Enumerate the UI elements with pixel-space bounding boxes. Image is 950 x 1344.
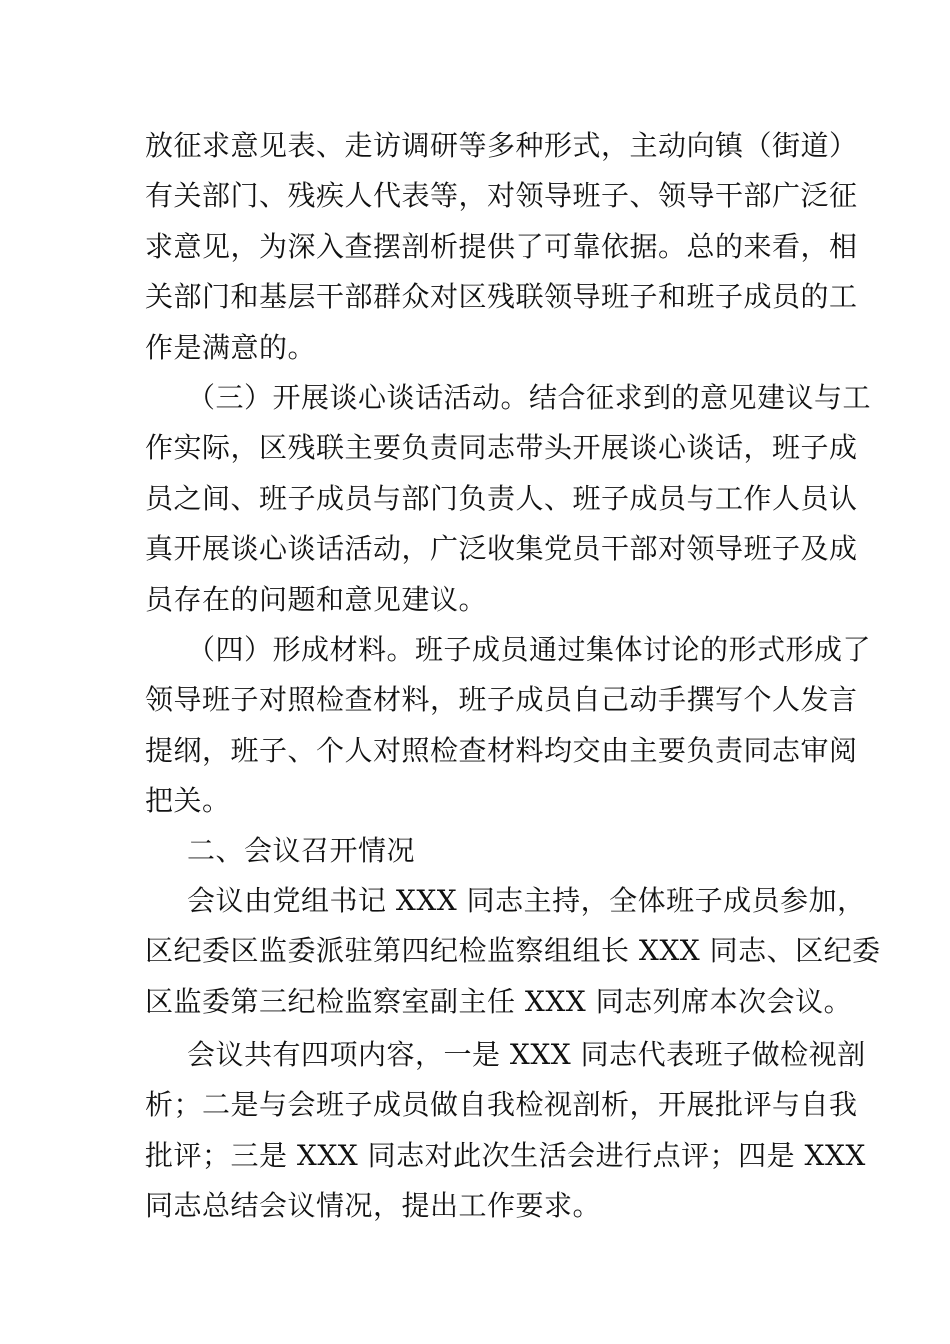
paragraph-1: [145, 121, 858, 373]
section-heading-text: 二、会议召开情况: [187, 834, 416, 867]
paragraph-5: [145, 876, 881, 1027]
paragraph-line: 员之间、班子成员与部门负责人、班子成员与工作人员认: [145, 481, 858, 515]
paragraph-line: 同志总结会议情况，提出工作要求。: [145, 1189, 602, 1223]
paragraph-3: [145, 625, 872, 827]
paragraph-line: 析；二是与会班子成员做自我检视剖析，开展批评与自我: [145, 1088, 858, 1122]
paragraph-line: 会议由党组书记 XXX 同志主持，全体班子成员参加，: [187, 884, 866, 917]
paragraph-line: （四）形成材料。班子成员通过集体讨论的形式形成了: [187, 633, 872, 666]
paragraph-line: 区监委第三纪检监察室副主任 XXX 同志列席本次会议。: [145, 984, 853, 1018]
paragraph-line: 批评；三是 XXX 同志对此次生活会进行点评；四是 XXX: [145, 1138, 866, 1172]
paragraph-6: [145, 1030, 866, 1232]
paragraph-line: 作实际，区残联主要负责同志带头开展谈心谈话，班子成: [145, 431, 858, 465]
paragraph-2: [145, 373, 872, 625]
paragraph-line: （三）开展谈心谈话活动。结合征求到的意见建议与工: [187, 381, 872, 414]
paragraph-line: 放征求意见表、走访调研等多种形式，主动向镇（街道）: [145, 129, 858, 162]
paragraph-line: 真开展谈心谈话活动，广泛收集党员干部对领导班子及成: [145, 532, 858, 566]
paragraph-line: 区纪委区监委派驻第四纪检监察组组长 XXX 同志、区纪委: [145, 934, 881, 968]
paragraph-line: 关部门和基层干部群众对区残联领导班子和班子成员的工: [145, 280, 858, 314]
paragraph-line: 领导班子对照检查材料，班子成员自己动手撰写个人发言: [145, 683, 858, 717]
paragraph-line: 作是满意的。: [145, 330, 317, 364]
section-heading: [145, 826, 809, 876]
paragraph-line: 有关部门、残疾人代表等，对领导班子、领导干部广泛征: [145, 179, 858, 213]
paragraph-line: 员存在的问题和意见建议。: [145, 582, 488, 616]
paragraph-line: 提纲，班子、个人对照检查材料均交由主要负责同志审阅: [145, 733, 858, 767]
paragraph-line: 求意见，为深入查摆剖析提供了可靠依据。总的来看，相: [145, 229, 858, 263]
paragraph-line: 把关。: [145, 784, 231, 818]
paragraph-line: 会议共有四项内容，一是 XXX 同志代表班子做检视剖: [187, 1038, 866, 1071]
